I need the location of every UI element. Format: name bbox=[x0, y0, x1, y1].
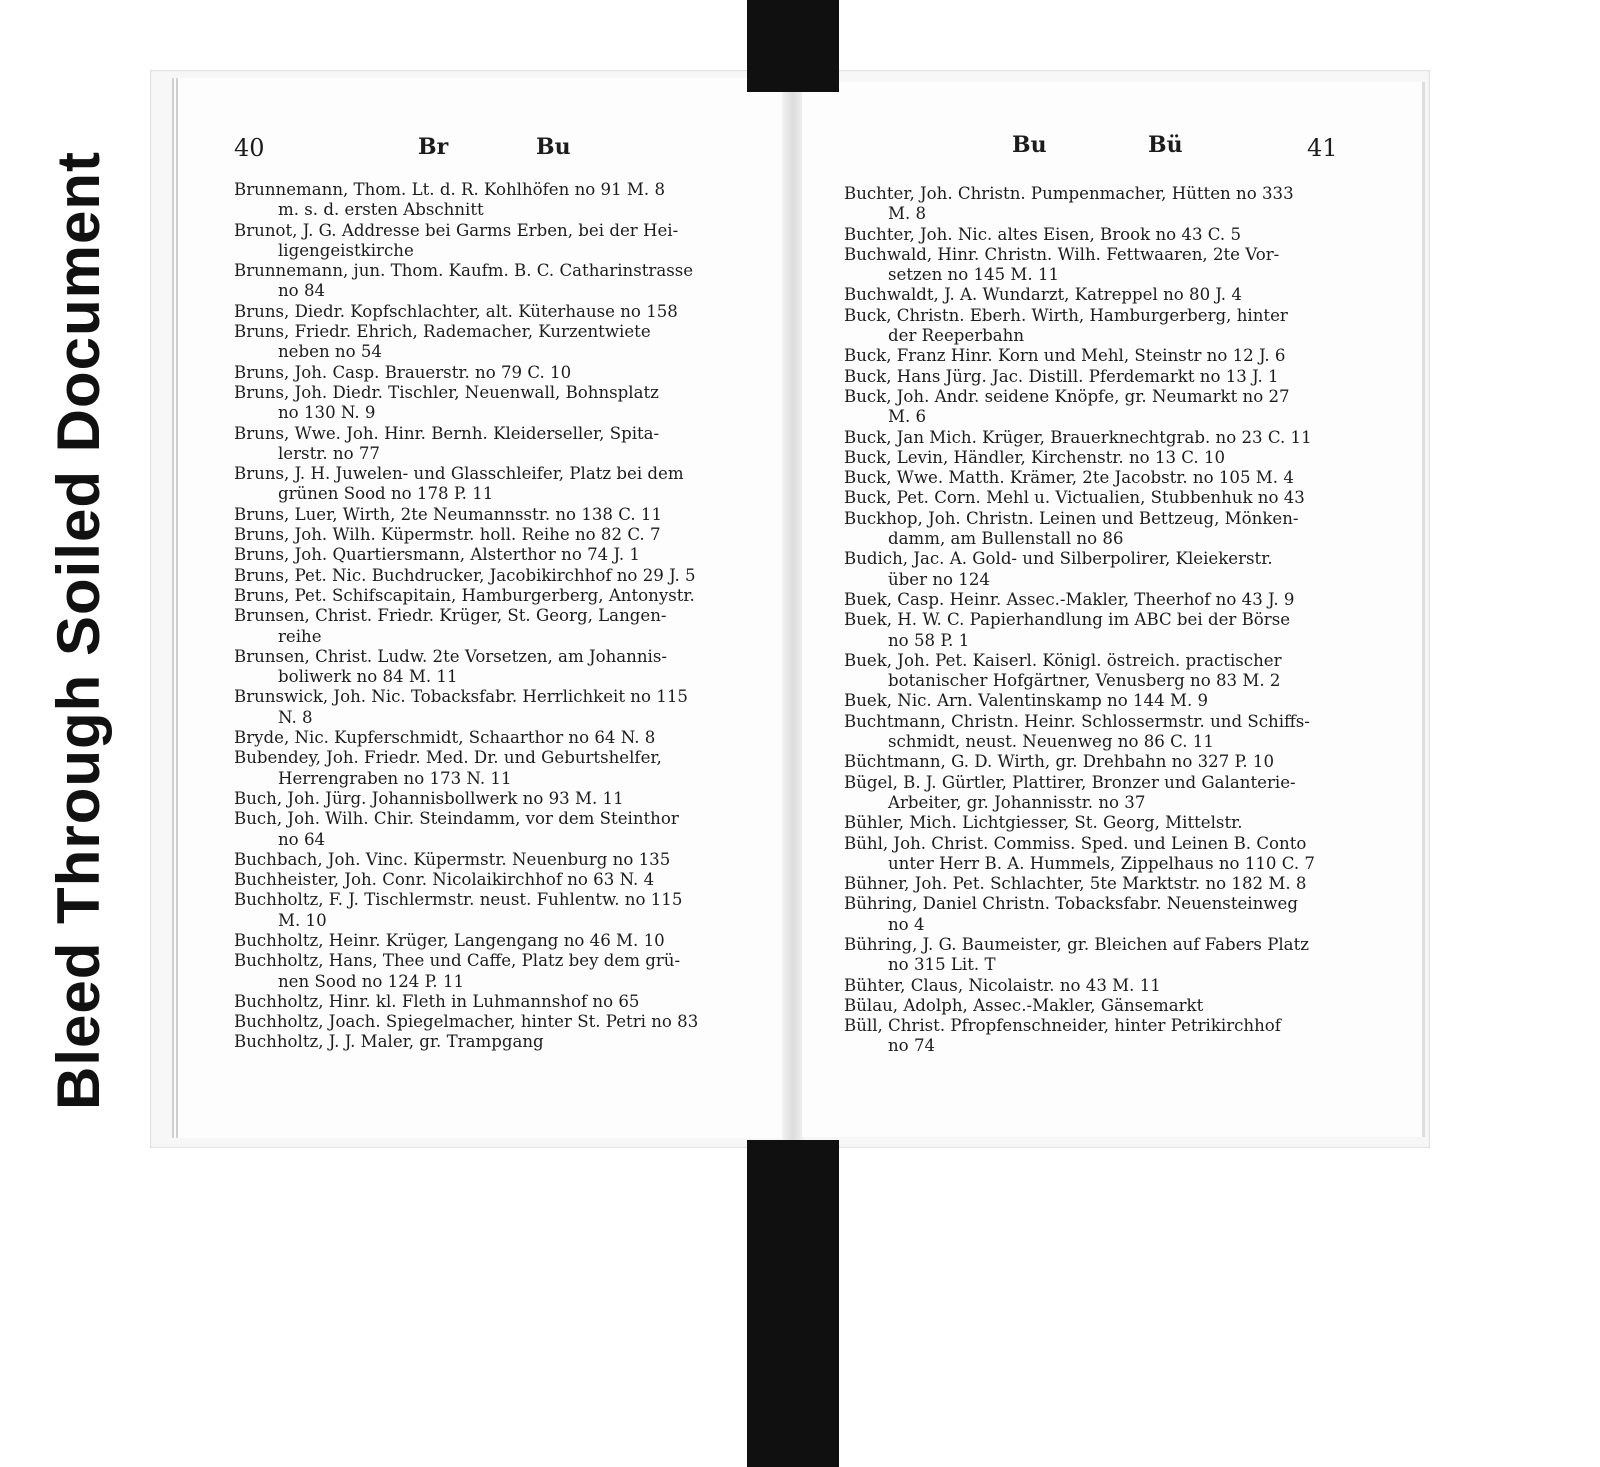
directory-entry bbox=[234, 464, 794, 505]
guide-word-right-b: Bü bbox=[1148, 132, 1183, 158]
directory-entry bbox=[234, 951, 794, 992]
book-gutter bbox=[782, 78, 804, 1140]
entry-line: Buck, Joh. Andr. seidene Knöpfe, gr. Neumarkt no 27 bbox=[844, 386, 1290, 406]
directory-entry bbox=[234, 180, 794, 221]
directory-entry bbox=[844, 387, 1414, 428]
directory-entry bbox=[234, 789, 794, 809]
entry-line: Buck, Franz Hinr. Korn und Mehl, Steinstr no 12 J. 6 bbox=[844, 346, 1286, 366]
entry-line: Bruns, Joh. Quartiersmann, Alsterthor no 74 J. 1 bbox=[234, 545, 640, 565]
entry-continuation: no 64 bbox=[278, 829, 326, 849]
directory-entry bbox=[234, 748, 794, 789]
directory-entry bbox=[234, 525, 794, 545]
entry-continuation: nen Sood no 124 P. 11 bbox=[278, 971, 465, 991]
directory-entry bbox=[234, 566, 794, 586]
entry-line: Buek, Joh. Pet. Kaiserl. Königl. östreich. practischer bbox=[844, 650, 1282, 670]
directory-entry bbox=[844, 367, 1414, 387]
page-number-right: 41 bbox=[1307, 134, 1338, 162]
directory-entry bbox=[844, 428, 1414, 448]
directory-entry bbox=[234, 890, 794, 931]
entry-line: Buchholtz, J. J. Maler, gr. Trampgang bbox=[234, 1032, 544, 1052]
directory-entry bbox=[234, 363, 794, 383]
directory-entry bbox=[844, 894, 1414, 935]
entry-continuation: no 84 bbox=[278, 281, 326, 301]
directory-entry bbox=[234, 1032, 794, 1052]
entry-continuation: der Reeperbahn bbox=[888, 326, 1025, 346]
directory-entry bbox=[844, 488, 1414, 508]
directory-entry bbox=[844, 712, 1414, 753]
entry-line: Buchwald, Hinr. Christn. Wilh. Fettwaaren, 2te Vor- bbox=[844, 244, 1280, 264]
entry-continuation: M. 8 bbox=[888, 204, 927, 224]
entry-line: Bruns, Wwe. Joh. Hinr. Bernh. Kleiderseller, Spita- bbox=[234, 423, 660, 443]
directory-entry bbox=[844, 245, 1414, 286]
directory-entry bbox=[234, 992, 794, 1012]
entry-continuation: ligengeistkirche bbox=[278, 240, 414, 260]
directory-entry bbox=[234, 931, 794, 951]
directory-entry bbox=[844, 996, 1414, 1016]
entry-line: Bühler, Mich. Lichtgiesser, St. Georg, Mittelstr. bbox=[844, 813, 1243, 833]
entry-line: Brunswick, Joh. Nic. Tobacksfabr. Herrlichkeit no 115 bbox=[234, 687, 688, 707]
entry-continuation: botanischer Hofgärtner, Venusberg no 83 M. 2 bbox=[888, 671, 1281, 691]
right-entry-list bbox=[844, 184, 1414, 1057]
directory-entry bbox=[234, 221, 794, 262]
directory-entry bbox=[844, 813, 1414, 833]
entry-line: Bügel, B. J. Gürtler, Plattirer, Bronzer und Galanterie- bbox=[844, 772, 1296, 792]
entry-line: Buck, Wwe. Matth. Krämer, 2te Jacobstr. no 105 M. 4 bbox=[844, 468, 1294, 488]
left-page bbox=[172, 78, 798, 1138]
entry-line: Buchter, Joh. Christn. Pumpenmacher, Hütten no 333 bbox=[844, 184, 1294, 203]
entry-continuation: grünen Sood no 178 P. 11 bbox=[278, 484, 494, 504]
directory-entry bbox=[234, 322, 794, 363]
entry-line: Bühring, Daniel Christn. Tobacksfabr. Neuensteinweg bbox=[844, 894, 1298, 914]
left-entry-list bbox=[234, 180, 794, 1053]
entry-line: Buchholtz, Hinr. kl. Fleth in Luhmannshof no 65 bbox=[234, 991, 640, 1011]
entry-line: Bruns, Diedr. Kopfschlachter, alt. Küterhause no 158 bbox=[234, 301, 678, 321]
entry-line: Bühner, Joh. Pet. Schlachter, 5te Marktstr. no 182 M. 8 bbox=[844, 874, 1307, 894]
entry-line: Buck, Jan Mich. Krüger, Brauerknechtgrab. no 23 C. 11 bbox=[844, 427, 1312, 447]
entry-line: Bruns, J. H. Juwelen- und Glasschleifer, Platz bei dem bbox=[234, 464, 684, 484]
condition-stamp: Bleed Through Soiled Document bbox=[45, 150, 112, 1110]
directory-entry bbox=[844, 874, 1414, 894]
directory-entry bbox=[844, 590, 1414, 610]
entry-continuation: lerstr. no 77 bbox=[278, 443, 380, 463]
directory-entry bbox=[234, 261, 794, 302]
binding-tape-top bbox=[747, 0, 839, 92]
directory-entry bbox=[234, 545, 794, 565]
entry-line: Buchholtz, F. J. Tischlermstr. neust. Fuhlentw. no 115 bbox=[234, 890, 683, 910]
entry-continuation: M. 10 bbox=[278, 910, 327, 930]
entry-continuation: no 315 Lit. T bbox=[888, 955, 996, 975]
entry-line: Buchtmann, Christn. Heinr. Schlossermstr. und Schiffs- bbox=[844, 711, 1310, 731]
directory-entry bbox=[234, 424, 794, 465]
entry-line: Bryde, Nic. Kupferschmidt, Schaarthor no 64 N. 8 bbox=[234, 728, 656, 748]
entry-continuation: N. 8 bbox=[278, 707, 313, 727]
directory-entry bbox=[844, 184, 1414, 225]
entry-line: Brunsen, Christ. Friedr. Krüger, St. Georg, Langen- bbox=[234, 606, 667, 626]
directory-entry bbox=[234, 1012, 794, 1032]
entry-continuation: Arbeiter, gr. Johannisstr. no 37 bbox=[888, 792, 1146, 812]
directory-entry bbox=[234, 586, 794, 606]
entry-continuation: no 4 bbox=[888, 914, 925, 934]
entry-line: Buek, Nic. Arn. Valentinskamp no 144 M. 9 bbox=[844, 691, 1209, 711]
directory-entry bbox=[234, 302, 794, 322]
directory-entry bbox=[844, 468, 1414, 488]
entry-line: Bubendey, Joh. Friedr. Med. Dr. und Geburtshelfer, bbox=[234, 748, 662, 768]
entry-continuation: no 74 bbox=[888, 1036, 936, 1056]
entry-line: Brunnemann, jun. Thom. Kaufm. B. C. Catharinstrasse bbox=[234, 261, 694, 281]
entry-line: Büll, Christ. Pfropfenschneider, hinter Petrikirchhof bbox=[844, 1016, 1281, 1036]
directory-entry bbox=[844, 225, 1414, 245]
entry-continuation: m. s. d. ersten Abschnitt bbox=[278, 200, 484, 220]
directory-entry bbox=[234, 383, 794, 424]
entry-line: Buck, Pet. Corn. Mehl u. Victualien, Stubbenhuk no 43 bbox=[844, 488, 1305, 508]
binding-tape-bottom bbox=[747, 1140, 839, 1467]
entry-continuation: boliwerk no 84 M. 11 bbox=[278, 667, 458, 687]
entry-line: Buck, Hans Jürg. Jac. Distill. Pferdemarkt no 13 J. 1 bbox=[844, 366, 1279, 386]
directory-entry bbox=[234, 505, 794, 525]
directory-entry bbox=[844, 549, 1414, 590]
entry-line: Bruns, Pet. Schifscapitain, Hamburgerberg, Antonystr. bbox=[234, 585, 695, 605]
entry-line: Buck, Christn. Eberh. Wirth, Hamburgerberg, hinter bbox=[844, 305, 1288, 325]
entry-continuation: schmidt, neust. Neuenweg no 86 C. 11 bbox=[888, 732, 1214, 752]
directory-entry bbox=[844, 1016, 1414, 1057]
entry-line: Buchholtz, Joach. Spiegelmacher, hinter St. Petri no 83 bbox=[234, 1012, 699, 1032]
entry-continuation: neben no 54 bbox=[278, 342, 382, 362]
directory-entry bbox=[844, 691, 1414, 711]
directory-entry bbox=[844, 752, 1414, 772]
entry-line: Brunot, J. G. Addresse bei Garms Erben, bei der Hei- bbox=[234, 220, 679, 240]
directory-entry bbox=[844, 773, 1414, 814]
entry-continuation: unter Herr B. A. Hummels, Zippelhaus no 110 C. 7 bbox=[888, 853, 1315, 873]
directory-entry bbox=[844, 610, 1414, 651]
entry-line: Buchheister, Joh. Conr. Nicolaikirchhof no 63 N. 4 bbox=[234, 870, 655, 890]
directory-entry bbox=[844, 509, 1414, 550]
entry-continuation: M. 6 bbox=[888, 407, 927, 427]
entry-line: Brunsen, Christ. Ludw. 2te Vorsetzen, am Johannis- bbox=[234, 646, 667, 666]
entry-line: Buch, Joh. Jürg. Johannisbollwerk no 93 M. 11 bbox=[234, 788, 624, 808]
directory-entry bbox=[234, 606, 794, 647]
directory-entry bbox=[234, 687, 794, 728]
entry-line: Bruns, Joh. Casp. Brauerstr. no 79 C. 10 bbox=[234, 362, 572, 382]
entry-line: Buch, Joh. Wilh. Chir. Steindamm, vor dem Steinthor bbox=[234, 809, 679, 829]
directory-entry bbox=[844, 306, 1414, 347]
entry-continuation: setzen no 145 M. 11 bbox=[888, 265, 1060, 285]
entry-line: Buchholtz, Hans, Thee und Caffe, Platz bey dem grü- bbox=[234, 951, 681, 971]
entry-line: Bruns, Luer, Wirth, 2te Neumannsstr. no 138 C. 11 bbox=[234, 504, 663, 524]
entry-line: Budich, Jac. A. Gold- und Silberpolirer, Kleiekerstr. bbox=[844, 549, 1273, 569]
entry-line: Buckhop, Joh. Christn. Leinen und Bettzeug, Mönken- bbox=[844, 508, 1299, 528]
entry-line: Buek, Casp. Heinr. Assec.-Makler, Theerhof no 43 J. 9 bbox=[844, 589, 1295, 609]
entry-line: Bruns, Joh. Diedr. Tischler, Neuenwall, Bohnsplatz bbox=[234, 382, 659, 402]
entry-line: Buchter, Joh. Nic. altes Eisen, Brook no 43 C. 5 bbox=[844, 224, 1242, 244]
page-number-left: 40 bbox=[234, 134, 265, 162]
entry-continuation: no 130 N. 9 bbox=[278, 403, 376, 423]
guide-word-left-a: Br bbox=[418, 134, 449, 160]
entry-line: Buck, Levin, Händler, Kirchenstr. no 13 C. 10 bbox=[844, 447, 1226, 467]
entry-line: Buchwaldt, J. A. Wundarzt, Katreppel no 80 J. 4 bbox=[844, 285, 1242, 305]
directory-entry bbox=[234, 809, 794, 850]
entry-line: Bühter, Claus, Nicolaistr. no 43 M. 11 bbox=[844, 975, 1161, 995]
entry-line: Bruns, Joh. Wilh. Küpermstr. holl. Reihe no 82 C. 7 bbox=[234, 525, 661, 545]
entry-continuation: Herrengraben no 173 N. 11 bbox=[278, 768, 512, 788]
directory-entry bbox=[844, 976, 1414, 996]
directory-entry bbox=[234, 870, 794, 890]
entry-line: Bülau, Adolph, Assec.-Makler, Gänsemarkt bbox=[844, 995, 1204, 1015]
entry-line: Bruns, Pet. Nic. Buchdrucker, Jacobikirchhof no 29 J. 5 bbox=[234, 565, 696, 585]
entry-line: Buek, H. W. C. Papierhandlung im ABC bei der Börse bbox=[844, 610, 1291, 630]
right-page bbox=[802, 82, 1425, 1137]
directory-entry bbox=[844, 285, 1414, 305]
directory-entry bbox=[844, 448, 1414, 468]
entry-continuation: no 58 P. 1 bbox=[888, 630, 970, 650]
directory-entry bbox=[234, 647, 794, 688]
entry-line: Büchtmann, G. D. Wirth, gr. Drehbahn no 327 P. 10 bbox=[844, 752, 1275, 772]
directory-entry bbox=[844, 651, 1414, 692]
directory-entry bbox=[844, 346, 1414, 366]
directory-entry bbox=[234, 850, 794, 870]
guide-word-left-b: Bu bbox=[536, 134, 571, 160]
entry-line: Buchholtz, Heinr. Krüger, Langengang no 46 M. 10 bbox=[234, 930, 665, 950]
directory-entry bbox=[844, 935, 1414, 976]
entry-continuation: reihe bbox=[278, 626, 322, 646]
entry-line: Bruns, Friedr. Ehrich, Rademacher, Kurzentwiete bbox=[234, 322, 651, 342]
entry-line: Bühl, Joh. Christ. Commiss. Sped. und Leinen B. Conto bbox=[844, 833, 1307, 853]
book-spread bbox=[150, 70, 1430, 1148]
entry-continuation: damm, am Bullenstall no 86 bbox=[888, 529, 1124, 549]
directory-entry bbox=[234, 728, 794, 748]
entry-continuation: über no 124 bbox=[888, 569, 990, 589]
entry-line: Brunnemann, Thom. Lt. d. R. Kohlhöfen no 91 M. 8 bbox=[234, 180, 666, 199]
entry-line: Buchbach, Joh. Vinc. Küpermstr. Neuenburg no 135 bbox=[234, 849, 671, 869]
directory-entry bbox=[844, 834, 1414, 875]
guide-word-right-a: Bu bbox=[1012, 132, 1047, 158]
entry-line: Bühring, J. G. Baumeister, gr. Bleichen auf Fabers Platz bbox=[844, 934, 1309, 954]
